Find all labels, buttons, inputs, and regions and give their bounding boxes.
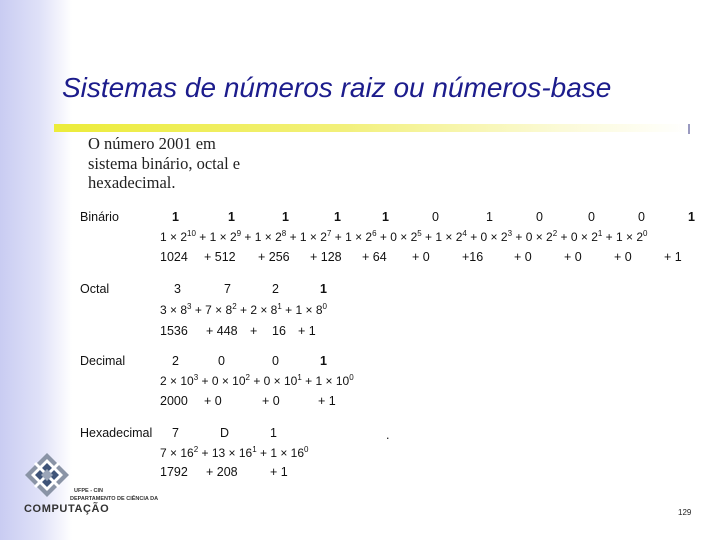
decimal-digit: 1 — [320, 354, 327, 368]
octal-expansion: $3 \times 8^3 + 7 \times 8^2 + 2 \times 8^1 + 1 \times 8^0$ — [160, 302, 327, 317]
binary-value: + 0 — [614, 250, 632, 264]
binary-value: + 64 — [362, 250, 387, 264]
hexadecimal-expansion: $7 \times 16^2 + 13 \times 16^1 + 1 \times 16^0$ — [160, 445, 309, 460]
octal-value: + 448 — [206, 324, 238, 338]
intro-line: sistema binário, octal e — [88, 153, 241, 173]
decimal-value: + 1 — [318, 394, 336, 408]
decimal-expansion: $2 \times 10^3 + 0 \times 10^2 + 0 \times 10^1 + 1 \times 10^0$ — [160, 373, 354, 388]
octal-digit: 7 — [224, 282, 231, 296]
logo-text: DEPARTAMENTO DE CIÊNCIA DA — [70, 496, 159, 502]
binary-value: + 256 — [258, 250, 290, 264]
binary-digit: 1 — [172, 210, 179, 224]
decimal-digit: 0 — [272, 354, 279, 368]
hexadecimal-value: + 208 — [206, 465, 238, 479]
decimal-value: + 0 — [262, 394, 280, 408]
binary-digit: 1 — [382, 210, 389, 224]
intro-text — [88, 134, 288, 193]
octal-label: Octal — [80, 282, 110, 296]
octal-digit: 1 — [320, 282, 327, 296]
binary-digit: 1 — [688, 210, 695, 224]
binary-value: 1024 — [160, 250, 188, 264]
decimal-digit: 0 — [218, 354, 225, 368]
hexadecimal-digit: 1 — [270, 426, 277, 440]
octal-digit: 2 — [272, 282, 279, 296]
binary-value: + 0 — [564, 250, 582, 264]
hexadecimal-value: + 1 — [270, 465, 288, 479]
department-logo — [22, 450, 159, 518]
octal-value: + 1 — [298, 324, 316, 338]
decimal-label: Decimal — [80, 354, 126, 368]
title-underline — [54, 124, 690, 132]
intro-line: hexadecimal. — [88, 173, 176, 192]
logo-text: COMPUTAÇÃO — [24, 503, 110, 515]
slide-title: Sistemas de números raiz ou números-base — [62, 72, 612, 103]
intro-line: O número 2001 em — [88, 134, 216, 153]
binary-value: + 128 — [310, 250, 342, 264]
binary-digit: 1 — [228, 210, 235, 224]
binary-digit: 1 — [282, 210, 289, 224]
logo-text: UFPE - CIN — [74, 488, 104, 494]
octal-value: + — [250, 324, 258, 338]
decimal-value: 2000 — [160, 394, 188, 408]
binary-digit: 1 — [486, 210, 493, 224]
octal-value: 1536 — [160, 324, 188, 338]
decimal-value: + 0 — [204, 394, 222, 408]
binary-digit: 0 — [432, 210, 439, 224]
octal-digit: 3 — [174, 282, 181, 296]
binary-value: +16 — [462, 250, 484, 264]
binary-digit: 0 — [588, 210, 595, 224]
binary-digit: 0 — [638, 210, 645, 224]
binary-value: + 512 — [204, 250, 236, 264]
binary-value: + 1 — [664, 250, 682, 264]
binary-expansion: $1 \times 2^{10} + 1 \times 2^9 + 1 \times 2^8 + 1 \times 2^7 + 1 \times 2^6 + 0 \times 2^5 + 1 \times 2^4 + 0 \times 2^3 + 0 \times 2^2 + 0 \times 2^1 + 1 \times 2^0$ — [160, 229, 648, 244]
binary-label: Binário — [80, 210, 119, 224]
hexadecimal-digit: 7 — [172, 426, 179, 440]
hexadecimal-digit: D — [220, 426, 230, 440]
octal-value: 16 — [272, 324, 286, 338]
title-underline-end — [688, 124, 690, 134]
hexadecimal-value: 1792 — [160, 465, 188, 479]
binary-value: + 0 — [412, 250, 430, 264]
hexadecimal-label: Hexadecimal — [80, 426, 153, 440]
binary-value: + 0 — [514, 250, 532, 264]
decimal-digit: 2 — [172, 354, 179, 368]
stray-dot: . — [386, 428, 390, 442]
binary-digit: 1 — [334, 210, 341, 224]
binary-digit: 0 — [536, 210, 543, 224]
department-logo-icon — [24, 452, 70, 498]
page-number: 129 — [678, 508, 692, 517]
